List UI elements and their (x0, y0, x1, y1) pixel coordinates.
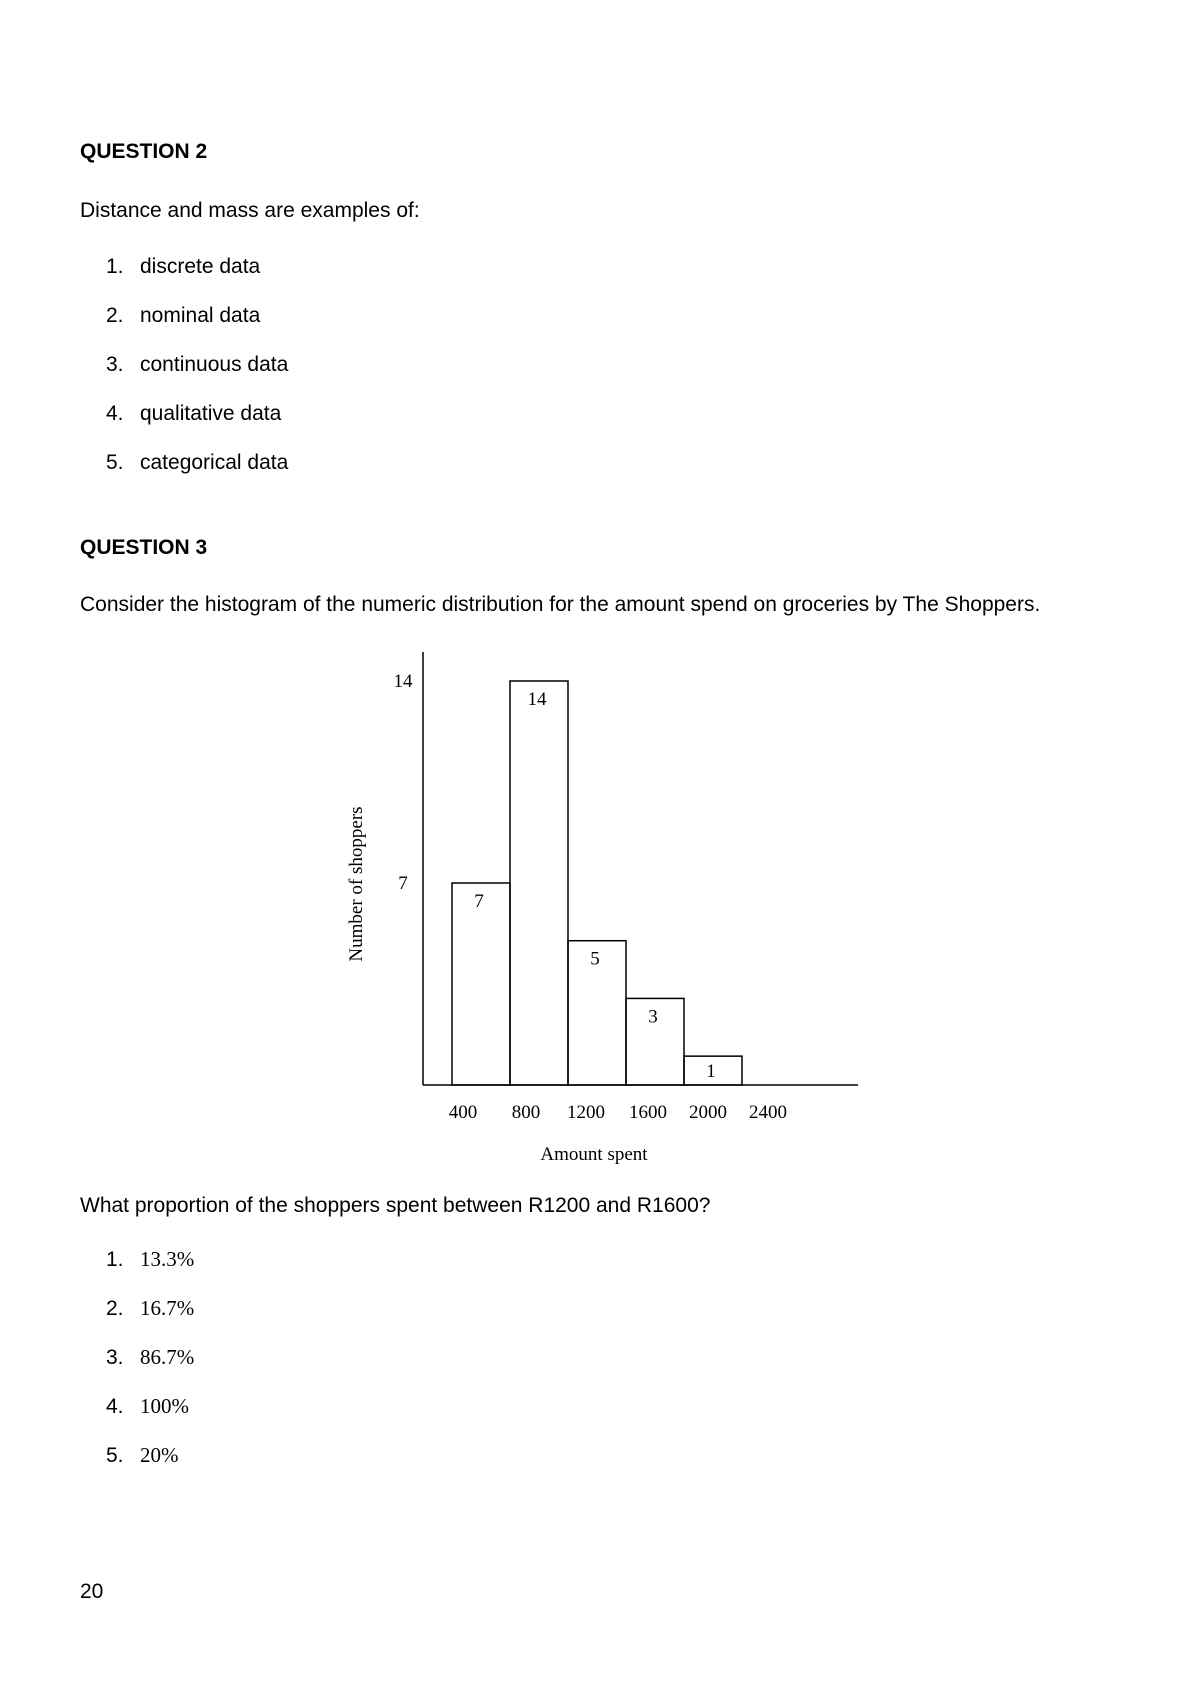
x-axis-title: Amount spent (540, 1144, 648, 1165)
q3-option-2 (106, 1293, 194, 1323)
bar-data-label: 5 (590, 948, 600, 970)
option-number: 3. (106, 353, 124, 376)
option-number: 1. (106, 1248, 124, 1271)
question-3-intro: Consider the histogram of the numeric distribution for the amount spend on groceries by The Shoppers. (80, 593, 1041, 616)
bar-data-label: 7 (474, 891, 484, 912)
option-text: continuous data (140, 353, 289, 376)
question-3-heading: QUESTION 3 (80, 536, 208, 559)
y-tick-label: 14 (393, 671, 413, 692)
bar-data-label: 1 (706, 1061, 716, 1083)
option-text: categorical data (140, 451, 289, 474)
y-axis-title: Number of shoppers (346, 806, 367, 962)
bar-data-label: 3 (648, 1006, 658, 1028)
option-text: qualitative data (140, 402, 282, 425)
option-number: 2. (106, 304, 124, 327)
option-text: discrete data (140, 255, 261, 278)
bar-data-label: 14 (527, 689, 547, 710)
question-3-question: What proportion of the shoppers spent between R1200 and R1600? (80, 1194, 711, 1217)
histogram-bar (510, 681, 568, 1085)
question-2-heading: QUESTION 2 (80, 140, 208, 163)
option-number: 1. (106, 255, 124, 278)
option-number: 5. (106, 1444, 124, 1467)
q3-option-5 (106, 1440, 179, 1470)
option-text: 13.3% (140, 1247, 195, 1271)
option-number: 4. (106, 1395, 124, 1418)
option-number: 5. (106, 451, 124, 474)
q3-option-4 (106, 1391, 189, 1421)
histogram-bar (452, 883, 510, 1085)
option-text: 86.7% (140, 1345, 195, 1369)
x-tick-label: 800 (511, 1102, 541, 1123)
y-tick-label: 7 (398, 873, 408, 894)
x-tick-label: 1200 (567, 1102, 605, 1123)
x-tick-label: 2400 (749, 1102, 787, 1123)
option-text: nominal data (140, 304, 261, 327)
q3-option-3 (106, 1342, 194, 1372)
x-tick-label: 400 (448, 1102, 478, 1123)
option-text: 100% (140, 1394, 189, 1418)
question-2-prompt: Distance and mass are examples of: (80, 199, 420, 222)
option-text: 16.7% (140, 1296, 195, 1320)
page-number: 20 (80, 1580, 104, 1603)
option-number: 2. (106, 1297, 124, 1320)
q3-option-1 (106, 1244, 194, 1274)
x-tick-label: 1600 (629, 1102, 667, 1123)
option-number: 4. (106, 402, 124, 425)
option-text: 20% (140, 1443, 179, 1467)
x-tick-label: 2000 (689, 1102, 727, 1123)
option-number: 3. (106, 1346, 124, 1369)
